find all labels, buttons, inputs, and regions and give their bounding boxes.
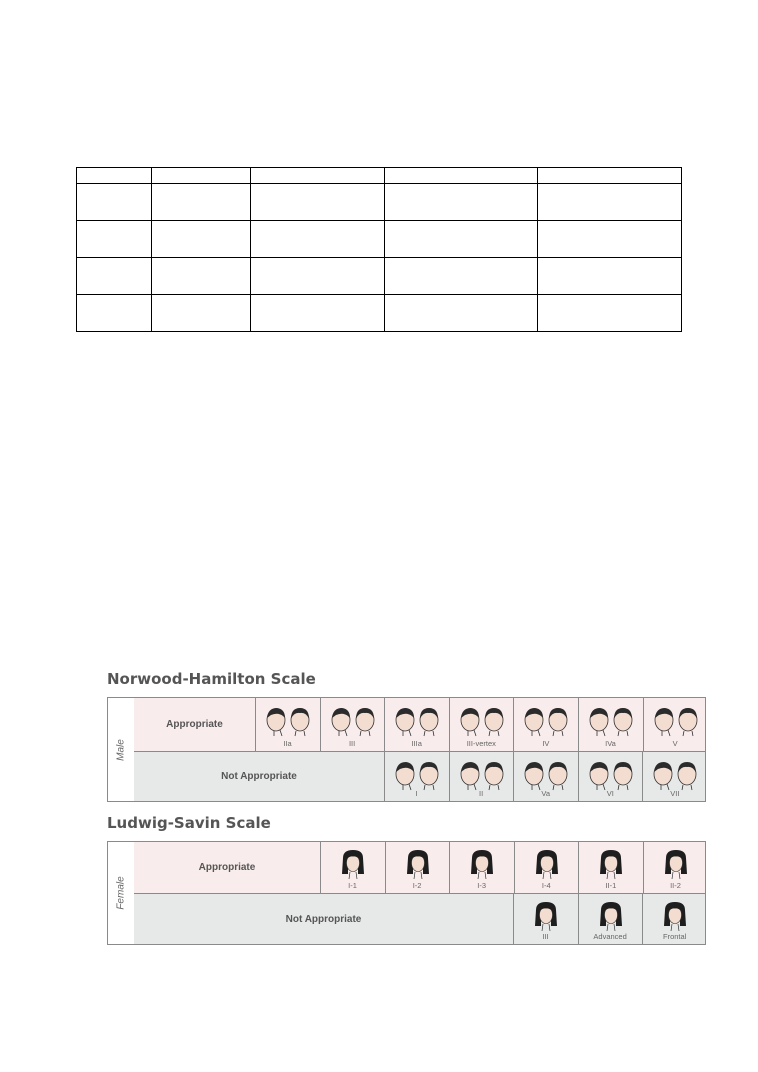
stage-cell: [643, 698, 707, 751]
male-not-appropriate-band: [134, 751, 705, 801]
male-appropriate-label: Appropriate: [166, 719, 223, 730]
stage-label: VI: [606, 789, 614, 798]
female-appropriate-label: Appropriate: [198, 862, 256, 873]
stage-label: II: [479, 789, 484, 798]
stage-label: I: [415, 789, 418, 798]
stage-cell: [385, 842, 449, 893]
stage-label: IIIa: [411, 739, 422, 748]
stage-cell: [513, 752, 577, 801]
stage-label: II-2: [670, 881, 681, 890]
stage-cell: [384, 698, 448, 751]
male-head-illustration-icon: [450, 702, 514, 738]
stage-label: III: [348, 739, 356, 748]
stage-cell: [643, 842, 707, 893]
stage-label: V: [672, 739, 678, 748]
female-label: Female: [115, 876, 127, 910]
stage-label: I-1: [348, 881, 357, 890]
female-head-illustration-icon: [514, 898, 578, 934]
male-head-illustration-icon: [256, 702, 320, 738]
female-head-illustration-icon: [579, 846, 643, 882]
stage-cell: [255, 698, 319, 751]
stage-cell: [642, 752, 706, 801]
stage-cell: [320, 842, 384, 893]
ludwig-scale-chart: [107, 841, 706, 945]
female-head-illustration-icon: [386, 846, 450, 882]
male-head-illustration-icon: [385, 702, 449, 738]
female-not-appropriate-band: [134, 893, 705, 944]
male-head-illustration-icon: [579, 756, 643, 792]
stage-label: III-vertex: [466, 739, 496, 748]
female-head-illustration-icon: [515, 846, 579, 882]
stage-cell: [449, 752, 513, 801]
stage-cell: [513, 698, 577, 751]
stage-cell: [578, 842, 642, 893]
stage-cell: [578, 894, 642, 944]
stage-label: I-2: [412, 881, 422, 890]
stage-cell: [449, 842, 513, 893]
stage-label: II-1: [605, 881, 617, 890]
stage-label: IIa: [283, 739, 292, 748]
male-head-illustration-icon: [644, 702, 708, 738]
male-head-illustration-icon: [579, 702, 643, 738]
male-not-appropriate-label: Not Appropriate: [221, 771, 297, 782]
stage-label: IVa: [605, 739, 616, 748]
female-head-illustration-icon: [644, 846, 708, 882]
male-label: Male: [115, 738, 127, 761]
male-head-illustration-icon: [385, 756, 449, 792]
female-appropriate-band: [134, 842, 705, 893]
male-head-illustration-icon: [450, 756, 514, 792]
stage-cell: [449, 698, 513, 751]
female-head-illustration-icon: [321, 846, 385, 882]
male-head-illustration-icon: [643, 756, 707, 792]
female-label-column: [108, 842, 135, 944]
stage-label: Advanced: [593, 932, 627, 941]
stage-cell: [514, 842, 578, 893]
stage-label: Va: [541, 789, 550, 798]
stage-cell: [578, 752, 642, 801]
stage-label: VII: [670, 789, 680, 798]
norwood-scale-title: Norwood-Hamilton Scale: [107, 670, 316, 688]
male-appropriate-band: [134, 698, 705, 751]
stage-label: III: [542, 932, 549, 941]
female-not-appropriate-label: Not Appropriate: [285, 913, 362, 925]
male-head-illustration-icon: [514, 756, 578, 792]
ludwig-scale-title: Ludwig-Savin Scale: [107, 814, 271, 832]
female-head-illustration-icon: [643, 898, 707, 934]
stage-cell: [578, 698, 642, 751]
stage-label: I-3: [477, 881, 487, 890]
stage-label: Frontal: [663, 932, 687, 941]
male-label-column: [108, 698, 135, 801]
stage-cell: [384, 752, 448, 801]
male-head-illustration-icon: [514, 702, 578, 738]
stage-label: I-4: [541, 881, 551, 890]
stage-cell: [320, 698, 384, 751]
female-head-illustration-icon: [450, 846, 514, 882]
female-head-illustration-icon: [579, 898, 643, 934]
stage-cell: [513, 894, 577, 944]
empty-data-table: [76, 167, 682, 332]
stage-cell: [642, 894, 706, 944]
norwood-scale-chart: [107, 697, 706, 802]
male-head-illustration-icon: [321, 702, 385, 738]
stage-label: IV: [542, 739, 550, 748]
